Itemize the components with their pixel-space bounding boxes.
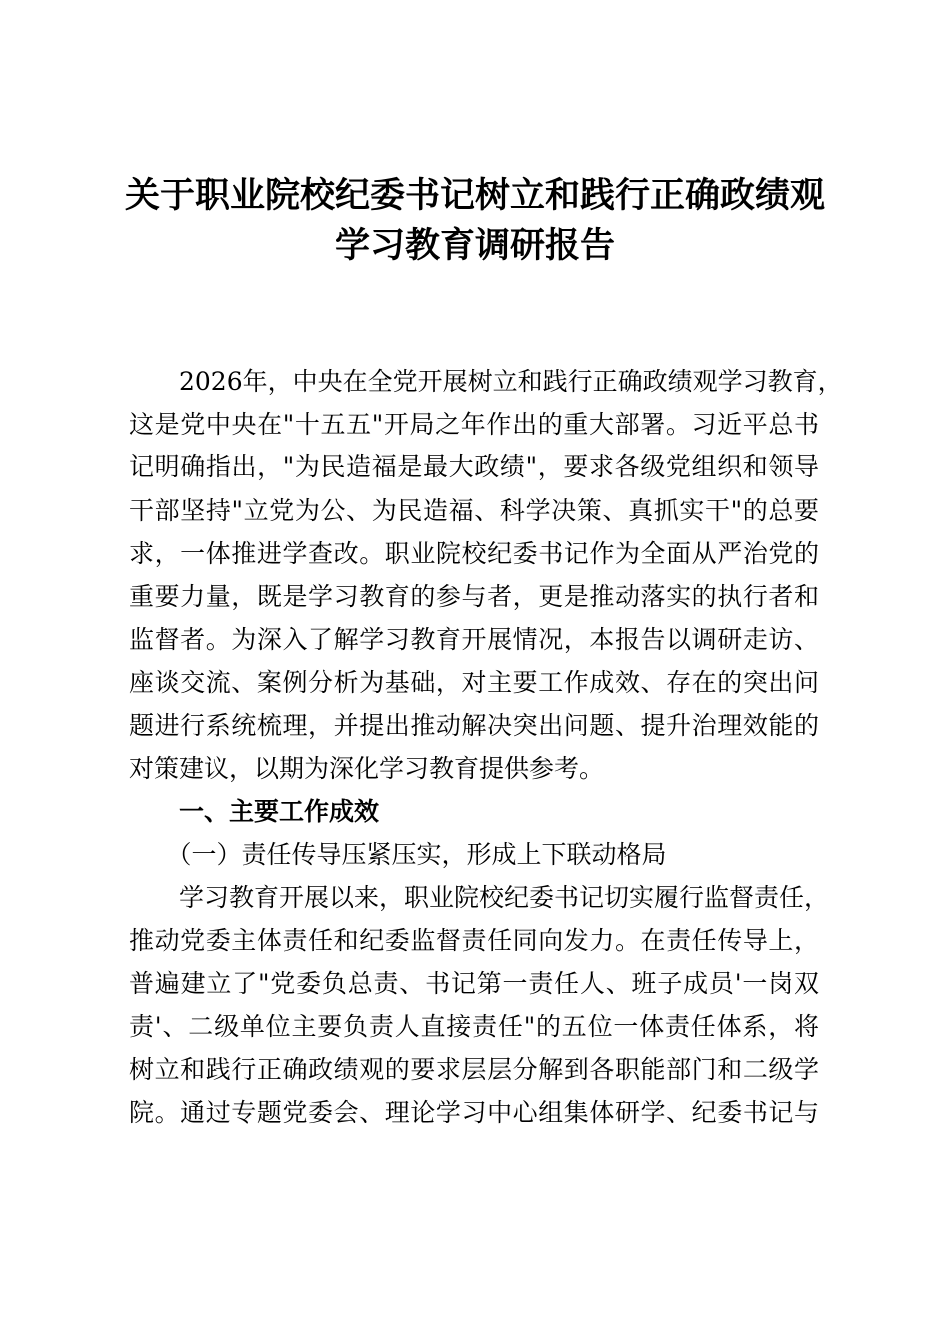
intro-line-10: 对策建议，以期为深化学习教育提供参考。 — [129, 754, 605, 783]
intro-line-5: 求，一体推进学查改。职业院校纪委书记作为全面从严治党的 — [129, 539, 819, 568]
body-line-5: 树立和践行正确政绩观的要求层层分解到各职能部门和二级学 — [129, 1055, 819, 1084]
intro-line-3: 记明确指出，"为民造福是最大政绩"，要求各级党组织和领导 — [129, 452, 819, 481]
section-heading-1: 一、主要工作成效 — [129, 797, 380, 826]
body-line-4: 责'、二级单位主要负责人直接责任"的五位一体责任体系，将 — [129, 1012, 819, 1041]
intro-line-7: 监督者。为深入了解学习教育开展情况，本报告以调研走访、 — [129, 625, 819, 654]
body-line-2: 推动党委主体责任和纪委监督责任同向发力。在责任传导上， — [129, 926, 819, 955]
intro-line-1: 2026年，中央在全党开展树立和践行正确政绩观学习教育， — [129, 367, 843, 396]
intro-line-2: 这是党中央在"十五五"开局之年作出的重大部署。习近平总书 — [129, 410, 819, 439]
subsection-heading-1: （一）责任传导压紧压实，形成上下联动格局 — [129, 840, 667, 869]
document-title-line-1: 关于职业院校纪委书记树立和践行正确政绩观 — [124, 175, 825, 216]
intro-line-4: 干部坚持"立党为公、为民造福、科学决策、真抓实干"的总要 — [129, 496, 819, 525]
intro-line-9: 题进行系统梳理，并提出推动解决突出问题、提升治理效能的 — [129, 711, 819, 740]
intro-line-8: 座谈交流、案例分析为基础，对主要工作成效、存在的突出问 — [129, 668, 819, 697]
body-line-6: 院。通过专题党委会、理论学习中心组集体研学、纪委书记与 — [129, 1098, 819, 1127]
body-line-3: 普遍建立了"党委负总责、书记第一责任人、班子成员'一岗双 — [129, 969, 819, 998]
document-title-line-2: 学习教育调研报告 — [334, 225, 615, 266]
intro-line-6: 重要力量，既是学习教育的参与者，更是推动落实的执行者和 — [129, 582, 819, 611]
body-line-1: 学习教育开展以来，职业院校纪委书记切实履行监督责任， — [129, 883, 830, 912]
